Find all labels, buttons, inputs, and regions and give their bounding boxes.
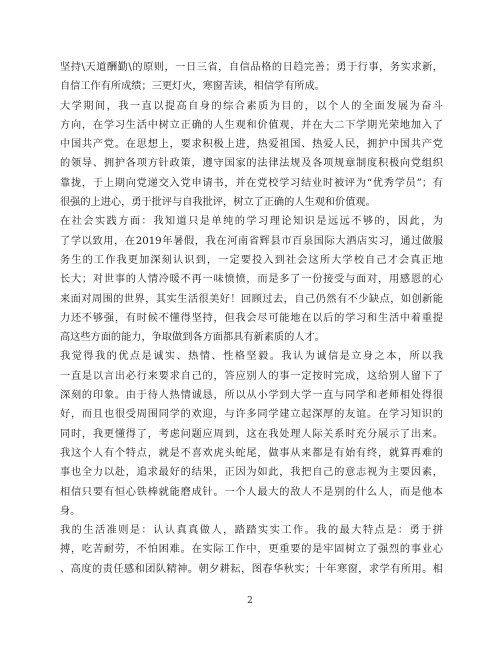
text-line: 的领导、拥护各项方针政策，遵守国家的法律法规及各项规章制度积极向党组织 <box>60 158 443 170</box>
text-line: 很强的上进心，勇于批评与自我批评，树立了正确的人生观和价值观。 <box>60 197 376 209</box>
text-line: 长大；对世事的人情冷暖不再一味愤愤，而是多了一份接受与面对，用感恩的心 <box>60 274 443 286</box>
text-line: 我的生活准则是：认认真真做人，踏踏实实工作。我的最大特点是：勇于拼 <box>60 525 443 537</box>
text-line: 坚持\天道酬勤\的原则，一日三省，自信品格的日趋完善；勇于行事，务实求新， <box>60 62 443 73</box>
text-line: 一直是以言出必行来要求自己的，答应别人的事一定按时完成，这给别人留下了 <box>60 370 443 382</box>
page-number: 2 <box>247 596 253 606</box>
text-line: 深刻的印象。由于待人热情诚恳，所以从小学到大学一直与同学和老师相处得很 <box>60 390 443 402</box>
text-line: 了学以致用，在2019年暑假，我在河南省辉县市百泉国际大酒店实习，通过做服 <box>60 235 443 247</box>
text-line: 事也全力以赴，追求最好的结果，正因为如此，我把自己的意志视为主要因素， <box>60 467 443 479</box>
text-line: 务生的工作我更加深刻认识到，一定要投入到社会这所大学校自己才会真正地 <box>60 254 443 266</box>
text-line: 同时，我更懂得了，考虑问题应周到，这在我处理人际关系时充分展示了出来。 <box>60 428 443 440</box>
text-line: 靠拢，于上期向党递交入党申请书，并在党校学习结业时被评为“优秀学员”；有 <box>60 177 443 189</box>
text-line: 相信只要有恒心铁棒就能磨成针。一个人最大的敌人不是别的什么人，而是他本 <box>60 486 443 498</box>
text-line: 大学期间，我一直以提高自身的综合素质为目的，以个人的全面发展为奋斗 <box>60 100 443 112</box>
text-line: 在社会实践方面：我知道只是单纯的学习理论知识是远远不够的，因此，为 <box>60 216 443 228</box>
text-line: 、高度的责任感和团队精神。朝夕耕耘，图春华秋实；十年寒窗，求学有所用。相 <box>60 563 443 575</box>
text-line: 高这些方面的能力，争取做到各方面都具有新素质的人才。 <box>60 332 325 344</box>
text-line: 身。 <box>60 505 81 517</box>
text-line: 好，而且也很受周围同学的欢迎，与许多同学建立起深厚的友谊。在学习知识的 <box>60 409 443 421</box>
text-line: 搏，吃苦耐劳，不怕困难。在实际工作中，更重要的是牢固树立了强烈的事业心 <box>60 544 443 556</box>
text-line: 中国共产党。在思想上，要求积极上进，热爱祖国、热爱人民，拥护中国共产党 <box>60 139 443 151</box>
text-line: 来面对周围的世界，其实生活很美好！回顾过去，自己仍然有不少缺点，如创新能 <box>60 293 443 305</box>
text-line: 力还不够强，有时候不懂得坚持，但我会尽可能地在以后的学习和生活中着重提 <box>60 312 443 324</box>
body-text <box>60 58 443 579</box>
text-line: 我这个人有个特点，就是不喜欢虎头蛇尾，做事从来都是有始有终，就算再难的 <box>60 447 443 459</box>
text-line: 我觉得我的优点是诚实、热情、性格坚毅。我认为诚信是立身之本，所以我 <box>60 351 443 363</box>
text-line: 方向，在学习生活中树立正确的人生观和价值观，并在大二下学期光荣地加入了 <box>60 119 443 131</box>
text-line: 自信工作有所成绩；三更灯火，寒窗苦读，相信学有所成。 <box>60 81 325 93</box>
